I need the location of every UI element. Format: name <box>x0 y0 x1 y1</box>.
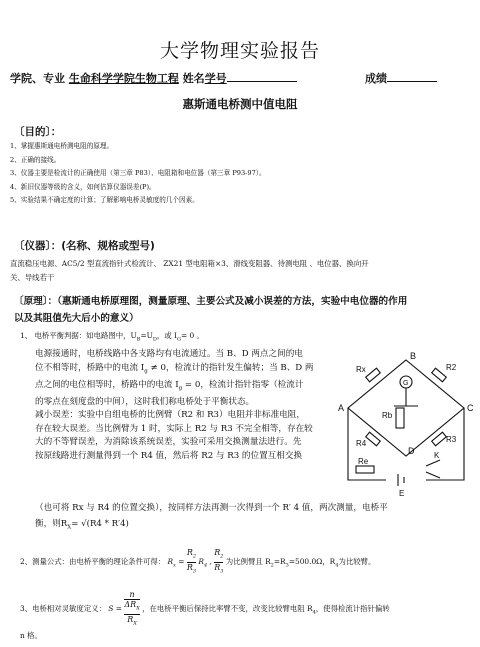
wheatstone-bridge-diagram <box>336 350 476 500</box>
instruments-line2: 关、导线若干 <box>10 273 55 282</box>
r3-label: R3 <box>446 435 457 444</box>
r2-label: R2 <box>446 363 457 372</box>
rx-label: Rx <box>356 365 366 374</box>
experiment-title: 惠斯通电桥测中值电阻 <box>182 97 298 111</box>
id-label: 学号 <box>204 72 227 85</box>
principle-item-3-continued: n 格。 <box>20 631 42 640</box>
purpose-list <box>10 140 266 208</box>
purpose-item: 2、正确的接线。 <box>10 155 61 164</box>
principle-paragraph: 电源接通时，电桥线路中各支路均有电流通过。当 B、D 两点之间的电 位不相等时，桥路中的电流 $I_g \ne 0$，检流计的指针发生偏转；当 B、D 两 点之间的电位相等时，桥路中的电流 $I_g = 0$，检流计指针指零（检流计 的零点在刻度盘的中间），这时我们称电桥处于平衡状态。 减小误差：实验中自组电桥的比例臂（R2 和 R3）电阻并非标准电阻， 存在较大误差。当比例臂为 1 时，实际上 R2 与 R3 不完全相等，存在较 大的不等臂误差，为消除该系统误差，实验可采用交换测量法进行。先 按原线路进行测量得到一个 R4 值，然后将 R2 与 R3 的位置互相交换 <box>35 349 314 461</box>
principle-item-1: 1、 电桥平衡判据：如电路图中，$U_B=U_D$，或 $I_G= 0$ 。 <box>20 331 204 343</box>
node-a-label: A <box>338 403 345 413</box>
purpose-heading: 〔目的〕： <box>14 126 62 138</box>
node-c-label: C <box>467 403 474 413</box>
instruments-line1: 直流稳压电源、AC5/2 型直流指针式检流计、 ZX21 型电阻箱×3、滑线变阻器、待测电阻 、电位器、换向开 <box>10 259 369 268</box>
principle-heading-2: 以及其阻值先大后小的意义） <box>14 313 139 324</box>
grade-label: 成绩 <box>365 72 387 85</box>
school-value: 生命科学学院生物工程 <box>68 72 179 85</box>
purpose-item: 1、掌握惠斯通电桥测电阻的原理。 <box>10 142 114 150</box>
header-line <box>10 70 297 86</box>
page-title: 大学物理实验报告 <box>159 40 320 62</box>
school-label: 学院、专业 <box>10 72 65 85</box>
id-blank <box>227 71 297 82</box>
name-label: 姓名 <box>182 72 205 85</box>
purpose-item: 3、仪器主要是检流计的正确使用（第三章 P83）、电阻箱和电位器（第三章 P93-97）。 <box>10 169 266 177</box>
grade-blank <box>387 71 437 82</box>
principle-item-3: 3、电桥相对灵敏度定义： S = n $\Delta R_X$ $R_X$ ，在电桥平衡后保持比率臂不变，改变比较臂电阻 $R_4$，使得检流计指针偏转 <box>20 590 390 627</box>
galvanometer-label: G <box>403 380 409 387</box>
r4-label: R4 <box>356 439 367 448</box>
e-label: E <box>399 489 405 498</box>
principle-heading-1: 〔原理〕：（惠斯通电桥原理图，测量原理、主要公式及减小误差的方法，实验中电位器的作用 <box>14 296 408 307</box>
grade-line <box>365 70 437 86</box>
re-label: Re <box>358 457 369 466</box>
purpose-item: 4、新旧仪器等级的含义，如何估算仪器误差(P)。 <box>10 182 156 191</box>
purpose-item: 5、实验结果不确定度的计算；了解影响电桥灵敏度的几个因素。 <box>10 196 199 204</box>
principle-continued-1: （也可将 Rx 与 R4 的位置交换），按同样方法再测一次得到一个 R′ 4 值，两次测量，电桥平 <box>35 503 388 513</box>
principle-item-2: 2、测量公式：由电桥平衡的理论条件可得： $R_x$ = $\frac{R_2}{R_3}$ $R_4$ , $\frac{R_2}{R_3}$ 为比例臂且 $R_2=R_3=500.0\Omega$，$R_4$为比较臂。 <box>20 548 376 575</box>
principle-continued-2: 衡，则$R_X= √(R4 * R'4)$ <box>35 519 129 531</box>
node-d-label: D <box>408 446 415 456</box>
instruments-heading: 〔仪器〕：(名称、规格或型号) <box>14 240 155 252</box>
node-b-label: B <box>410 351 417 361</box>
switch-label: K <box>434 451 440 460</box>
rb-label: Rb <box>382 411 393 420</box>
